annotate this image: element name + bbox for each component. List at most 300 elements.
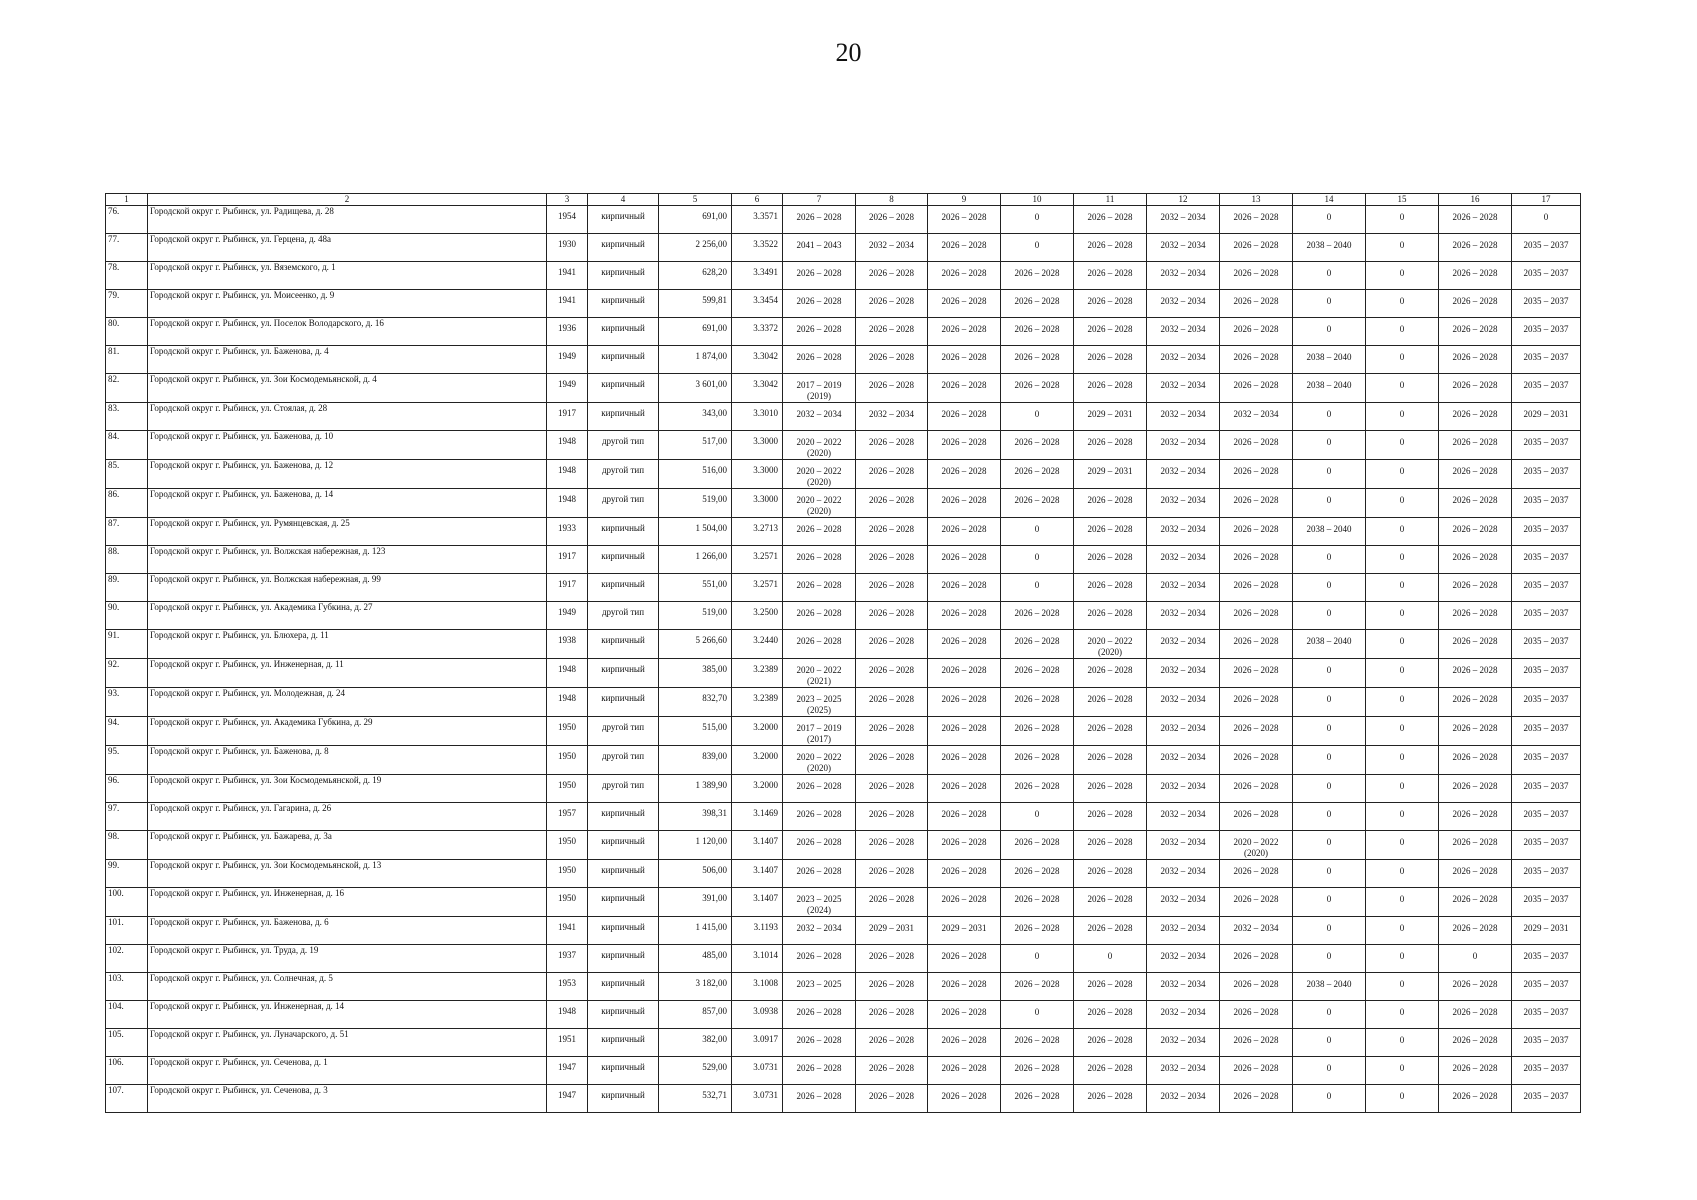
col7-cell (783, 206, 856, 234)
col7-cell (783, 1085, 856, 1113)
col13-cell (1220, 1029, 1293, 1057)
col8-cell (856, 374, 928, 403)
col12-cell (1147, 659, 1220, 688)
column-header-9: 9 (928, 194, 1001, 206)
col7-cell (783, 917, 856, 945)
col15-cell-value: 0 (1399, 866, 1405, 876)
col13-cell-value: 2026 – 2028 (1233, 809, 1279, 819)
col16-cell (1439, 888, 1512, 917)
column-header-2: 2 (148, 194, 547, 206)
col13-cell (1220, 574, 1293, 602)
col14-cell (1293, 860, 1366, 888)
col14-cell (1293, 746, 1366, 775)
row-number-value: 85. (108, 460, 120, 470)
area-cell (659, 206, 732, 234)
material-cell-value: другой тип (601, 722, 645, 732)
col15-cell-value: 0 (1399, 240, 1405, 250)
col16-cell-value: 2026 – 2028 (1452, 1035, 1498, 1045)
area-cell (659, 717, 732, 746)
col8-cell-value: 2026 – 2028 (869, 894, 914, 904)
col17-cell-value: 2035 – 2037 (1523, 352, 1569, 362)
header-row (106, 194, 1581, 206)
address-cell (148, 403, 547, 431)
col16-cell (1439, 1057, 1512, 1085)
col10-cell-value: 2026 – 2028 (1014, 495, 1060, 505)
col15-cell (1366, 262, 1439, 290)
col17-cell-value: 2035 – 2037 (1523, 268, 1569, 278)
col15-cell-value: 0 (1399, 437, 1405, 447)
col11-cell (1074, 659, 1147, 688)
col12-cell-value: 2032 – 2034 (1160, 837, 1206, 847)
year-cell-value: 1950 (558, 780, 576, 790)
col16-cell-value: 2026 – 2028 (1452, 296, 1498, 306)
row-number (106, 860, 148, 888)
area-cell (659, 346, 732, 374)
row-number (106, 1029, 148, 1057)
col17-cell (1512, 688, 1581, 717)
col11-cell (1074, 431, 1147, 460)
col12-cell (1147, 206, 1220, 234)
col14-cell-value: 0 (1326, 1091, 1332, 1101)
col11-cell-value: 2026 – 2028 (1087, 781, 1133, 791)
year-cell (547, 973, 588, 1001)
row-number (106, 1085, 148, 1113)
col15-cell-value: 0 (1399, 524, 1405, 534)
area-cell-value: 5 266,60 (695, 635, 727, 645)
col9-cell (928, 630, 1001, 659)
col10-cell-value: 2026 – 2028 (1014, 866, 1060, 876)
year-cell-value: 1954 (558, 211, 576, 221)
year-cell-value: 1949 (558, 607, 576, 617)
col7-cell-value: 2041 – 2043 (796, 240, 842, 250)
coefficient-cell (732, 831, 783, 860)
col16-cell-value: 2026 – 2028 (1452, 1063, 1498, 1073)
material-cell-value: другой тип (601, 494, 645, 504)
col11-cell (1074, 630, 1147, 659)
col7-cell-value: 2026 – 2028 (796, 324, 842, 334)
row-number-value: 81. (108, 346, 120, 356)
col15-cell-value: 0 (1399, 324, 1405, 334)
col7-cell (783, 860, 856, 888)
col14-cell (1293, 803, 1366, 831)
address-cell-value: Городской округ г. Рыбинск, ул. Баженова, д. 4 (150, 346, 329, 356)
col11-cell (1074, 489, 1147, 518)
col14-cell-value: 0 (1326, 951, 1332, 961)
col17-cell-value: 2035 – 2037 (1523, 524, 1569, 534)
col7-cell-value: 2026 – 2028 (796, 951, 842, 961)
area-cell-value: 398,31 (702, 808, 727, 818)
col10-cell (1001, 973, 1074, 1001)
address-cell-value: Городской округ г. Рыбинск, ул. Солнечная, д. 5 (150, 973, 333, 983)
area-cell-value: 519,00 (702, 607, 727, 617)
col12-cell-value: 2032 – 2034 (1160, 240, 1206, 250)
material-cell-value: другой тип (601, 780, 645, 790)
col13-cell (1220, 262, 1293, 290)
col17-cell (1512, 602, 1581, 630)
col11-cell-value: 2026 – 2028 (1087, 752, 1133, 762)
col9-cell-value: 2026 – 2028 (941, 951, 987, 961)
col9-cell-value: 2026 – 2028 (941, 580, 987, 590)
col16-cell (1439, 546, 1512, 574)
table-row (106, 888, 1581, 917)
col13-cell (1220, 431, 1293, 460)
year-cell-value: 1941 (558, 295, 576, 305)
col16-cell (1439, 431, 1512, 460)
area-cell (659, 431, 732, 460)
col12-cell-value: 2032 – 2034 (1160, 552, 1206, 562)
col13-cell-value: 2026 – 2028 (1233, 636, 1279, 646)
col11-cell (1074, 860, 1147, 888)
col15-cell (1366, 917, 1439, 945)
col8-cell-value: 2026 – 2028 (869, 380, 914, 390)
col8-cell-value: 2026 – 2028 (869, 723, 914, 733)
row-number-value: 100. (108, 888, 124, 898)
col16-cell-value: 2026 – 2028 (1452, 524, 1498, 534)
coefficient-cell (732, 489, 783, 518)
row-number (106, 546, 148, 574)
coefficient-cell-value: 3.3491 (753, 267, 778, 277)
col12-cell (1147, 262, 1220, 290)
col8-cell (856, 518, 928, 546)
coefficient-cell (732, 206, 783, 234)
row-number (106, 688, 148, 717)
year-cell-value: 1950 (558, 865, 576, 875)
col13-cell (1220, 206, 1293, 234)
col13-cell (1220, 775, 1293, 803)
col11-cell-value: 2020 – 2022 (1087, 636, 1133, 646)
col8-cell-value: 2026 – 2028 (869, 437, 914, 447)
table-row (106, 234, 1581, 262)
year-cell-value: 1936 (558, 323, 576, 333)
col11-cell (1074, 403, 1147, 431)
col12-cell (1147, 1085, 1220, 1113)
col17-cell-value: 2029 – 2031 (1523, 923, 1569, 933)
row-number-value: 104. (108, 1001, 124, 1011)
material-cell (588, 1057, 659, 1085)
material-cell-value: кирпичный (601, 693, 645, 703)
year-cell (547, 290, 588, 318)
area-cell (659, 688, 732, 717)
col11-cell-value: 2026 – 2028 (1087, 866, 1133, 876)
col8-cell-value: 2026 – 2028 (869, 552, 914, 562)
col17-cell-value: 2035 – 2037 (1523, 951, 1569, 961)
col9-cell-value: 2026 – 2028 (941, 212, 987, 222)
table-row (106, 518, 1581, 546)
row-number (106, 831, 148, 860)
address-cell-value: Городской округ г. Рыбинск, ул. Моисеенко, д. 9 (150, 290, 335, 300)
table-row (106, 688, 1581, 717)
col7-cell-value: 2023 – 2025 (796, 979, 842, 989)
col13-cell-value: 2026 – 2028 (1233, 324, 1279, 334)
col10-cell-value: 2026 – 2028 (1014, 437, 1060, 447)
col8-cell-value: 2026 – 2028 (869, 212, 914, 222)
col14-cell (1293, 917, 1366, 945)
year-cell (547, 206, 588, 234)
address-cell-value: Городской округ г. Рыбинск, ул. Поселок Володарского, д. 16 (150, 318, 384, 328)
col13-cell-value: 2026 – 2028 (1233, 495, 1279, 505)
col11-cell (1074, 775, 1147, 803)
row-number-value: 91. (108, 630, 120, 640)
col10-cell (1001, 234, 1074, 262)
col11-cell (1074, 945, 1147, 973)
col17-cell (1512, 917, 1581, 945)
material-cell (588, 659, 659, 688)
year-cell (547, 262, 588, 290)
area-cell-value: 529,00 (702, 1062, 727, 1072)
year-cell (547, 1001, 588, 1029)
col14-cell-value: 0 (1326, 268, 1332, 278)
col15-cell (1366, 290, 1439, 318)
address-cell-value: Городской округ г. Рыбинск, ул. Луначарского, д. 51 (150, 1029, 349, 1039)
address-cell-value: Городской округ г. Рыбинск, ул. Академика Губкина, д. 29 (150, 717, 373, 727)
col14-cell (1293, 262, 1366, 290)
col16-cell (1439, 945, 1512, 973)
col8-cell (856, 234, 928, 262)
row-number (106, 973, 148, 1001)
col13-cell (1220, 374, 1293, 403)
year-cell (547, 659, 588, 688)
col12-cell (1147, 630, 1220, 659)
address-cell-value: Городской округ г. Рыбинск, ул. Зои Космодемьянской, д. 19 (150, 775, 382, 785)
col11-cell-value: 0 (1107, 951, 1113, 961)
address-cell (148, 973, 547, 1001)
col9-cell-value: 2026 – 2028 (941, 552, 987, 562)
col12-cell (1147, 803, 1220, 831)
col14-cell-value: 0 (1326, 694, 1332, 704)
row-number (106, 917, 148, 945)
col11-cell (1074, 1085, 1147, 1113)
table-row (106, 775, 1581, 803)
col10-cell (1001, 1001, 1074, 1029)
coefficient-cell-value: 3.2389 (753, 664, 778, 674)
coefficient-cell (732, 346, 783, 374)
col16-cell-value: 2026 – 2028 (1452, 1091, 1498, 1101)
col9-cell-value: 2026 – 2028 (941, 837, 987, 847)
coefficient-cell-value: 3.3000 (753, 494, 778, 504)
col17-cell (1512, 717, 1581, 746)
col14-cell-value: 0 (1326, 495, 1332, 505)
row-number-value: 99. (108, 860, 120, 870)
col9-cell (928, 460, 1001, 489)
col10-cell (1001, 1029, 1074, 1057)
col7-cell-note: (2020) (807, 506, 831, 516)
col14-cell-value: 0 (1326, 866, 1332, 876)
year-cell (547, 234, 588, 262)
col7-cell (783, 1029, 856, 1057)
col10-cell (1001, 659, 1074, 688)
col12-cell-value: 2032 – 2034 (1160, 694, 1206, 704)
material-cell (588, 546, 659, 574)
area-cell (659, 1001, 732, 1029)
address-cell (148, 546, 547, 574)
col14-cell (1293, 775, 1366, 803)
row-number-value: 102. (108, 945, 124, 955)
coefficient-cell (732, 1029, 783, 1057)
material-cell (588, 746, 659, 775)
col16-cell (1439, 574, 1512, 602)
col16-cell-value: 2026 – 2028 (1452, 781, 1498, 791)
col17-cell-value: 2035 – 2037 (1523, 1007, 1569, 1017)
col15-cell (1366, 346, 1439, 374)
col14-cell (1293, 318, 1366, 346)
col17-cell (1512, 973, 1581, 1001)
table-row (106, 1001, 1581, 1029)
year-cell-value: 1933 (558, 523, 576, 533)
year-cell-value: 1917 (558, 408, 576, 418)
col7-cell (783, 262, 856, 290)
col14-cell (1293, 688, 1366, 717)
col17-cell (1512, 403, 1581, 431)
row-number-value: 96. (108, 775, 120, 785)
col10-cell-value: 2026 – 2028 (1014, 665, 1060, 675)
col10-cell (1001, 602, 1074, 630)
year-cell (547, 917, 588, 945)
row-number (106, 262, 148, 290)
col15-cell (1366, 746, 1439, 775)
col10-cell (1001, 888, 1074, 917)
col11-cell (1074, 234, 1147, 262)
year-cell (547, 574, 588, 602)
row-number-value: 89. (108, 574, 120, 584)
col10-cell (1001, 1085, 1074, 1113)
col8-cell-value: 2032 – 2034 (869, 240, 914, 250)
area-cell (659, 917, 732, 945)
col9-cell (928, 403, 1001, 431)
col11-cell-value: 2026 – 2028 (1087, 1091, 1133, 1101)
col13-cell (1220, 546, 1293, 574)
col10-cell (1001, 262, 1074, 290)
col11-cell (1074, 717, 1147, 746)
col12-cell-value: 2032 – 2034 (1160, 866, 1206, 876)
area-cell-value: 832,70 (702, 693, 727, 703)
table-row (106, 831, 1581, 860)
col7-cell-note: (2017) (807, 734, 831, 744)
col15-cell (1366, 659, 1439, 688)
coefficient-cell-value: 3.0938 (753, 1006, 778, 1016)
table-row (106, 602, 1581, 630)
material-cell (588, 717, 659, 746)
col8-cell (856, 688, 928, 717)
col8-cell (856, 945, 928, 973)
col11-cell-value: 2026 – 2028 (1087, 1035, 1133, 1045)
col15-cell-value: 0 (1399, 352, 1405, 362)
col14-cell (1293, 973, 1366, 1001)
col7-cell-note: (2020) (807, 763, 831, 773)
area-cell-value: 485,00 (702, 950, 727, 960)
col15-cell (1366, 206, 1439, 234)
col13-cell (1220, 630, 1293, 659)
col17-cell (1512, 574, 1581, 602)
col15-cell (1366, 574, 1439, 602)
coefficient-cell-value: 3.2000 (753, 780, 778, 790)
col13-cell-value: 2026 – 2028 (1233, 1063, 1279, 1073)
material-cell-value: кирпичный (601, 836, 645, 846)
area-cell-value: 391,00 (702, 893, 727, 903)
address-cell (148, 860, 547, 888)
col14-cell-value: 0 (1326, 1035, 1332, 1045)
col17-cell-value: 2035 – 2037 (1523, 437, 1569, 447)
col11-cell (1074, 746, 1147, 775)
col7-cell-note: (2019) (807, 391, 831, 401)
col8-cell-value: 2026 – 2028 (869, 665, 914, 675)
column-header-12: 12 (1147, 194, 1220, 206)
col17-cell (1512, 831, 1581, 860)
col16-cell-value: 2026 – 2028 (1452, 694, 1498, 704)
col15-cell (1366, 1057, 1439, 1085)
row-number (106, 206, 148, 234)
coefficient-cell (732, 431, 783, 460)
col9-cell (928, 431, 1001, 460)
col7-cell-value: 2026 – 2028 (796, 1063, 842, 1073)
table-row (106, 374, 1581, 403)
coefficient-cell-value: 3.1469 (753, 808, 778, 818)
col9-cell-value: 2026 – 2028 (941, 809, 987, 819)
col15-cell-value: 0 (1399, 694, 1405, 704)
col8-cell (856, 318, 928, 346)
material-cell-value: кирпичный (601, 664, 645, 674)
material-cell-value: кирпичный (601, 267, 645, 277)
col17-cell (1512, 659, 1581, 688)
row-number (106, 460, 148, 489)
address-cell-value: Городской округ г. Рыбинск, ул. Радищева, д. 28 (150, 206, 334, 216)
col14-cell (1293, 460, 1366, 489)
year-cell-value: 1948 (558, 664, 576, 674)
address-cell-value: Городской округ г. Рыбинск, ул. Вяземского, д. 1 (150, 262, 336, 272)
col13-cell (1220, 1057, 1293, 1085)
col8-cell (856, 460, 928, 489)
coefficient-cell-value: 3.2500 (753, 607, 778, 617)
col13-cell-value: 2026 – 2028 (1233, 212, 1279, 222)
col15-cell (1366, 973, 1439, 1001)
col16-cell-value: 2026 – 2028 (1452, 268, 1498, 278)
col14-cell-value: 2038 – 2040 (1306, 524, 1352, 534)
col15-cell-value: 0 (1399, 268, 1405, 278)
col14-cell (1293, 1085, 1366, 1113)
address-cell-value: Городской округ г. Рыбинск, ул. Стоялая, д. 28 (150, 403, 328, 413)
col12-cell (1147, 973, 1220, 1001)
col12-cell (1147, 290, 1220, 318)
table-row (106, 318, 1581, 346)
col12-cell (1147, 431, 1220, 460)
col14-cell (1293, 403, 1366, 431)
col14-cell (1293, 431, 1366, 460)
col10-cell (1001, 346, 1074, 374)
col13-cell-value: 2026 – 2028 (1233, 380, 1279, 390)
column-header-17: 17 (1512, 194, 1581, 206)
row-number-value: 88. (108, 546, 120, 556)
col7-cell-note: (2021) (807, 676, 831, 686)
col14-cell-value: 0 (1326, 923, 1332, 933)
row-number-value: 80. (108, 318, 120, 328)
col17-cell (1512, 860, 1581, 888)
col16-cell-value: 2026 – 2028 (1452, 636, 1498, 646)
coefficient-cell-value: 3.2000 (753, 751, 778, 761)
col11-cell-value: 2026 – 2028 (1087, 240, 1133, 250)
col12-cell (1147, 234, 1220, 262)
material-cell-value: другой тип (601, 751, 645, 761)
coefficient-cell (732, 518, 783, 546)
col14-cell-value: 0 (1326, 837, 1332, 847)
col11-cell-value: 2026 – 2028 (1087, 352, 1133, 362)
material-cell-value: кирпичный (601, 808, 645, 818)
col9-cell (928, 688, 1001, 717)
col13-cell (1220, 973, 1293, 1001)
col10-cell-value: 2026 – 2028 (1014, 837, 1060, 847)
coefficient-cell-value: 3.1407 (753, 865, 778, 875)
col13-cell-value: 2026 – 2028 (1233, 240, 1279, 250)
address-cell (148, 717, 547, 746)
col13-cell-value: 2026 – 2028 (1233, 951, 1279, 961)
